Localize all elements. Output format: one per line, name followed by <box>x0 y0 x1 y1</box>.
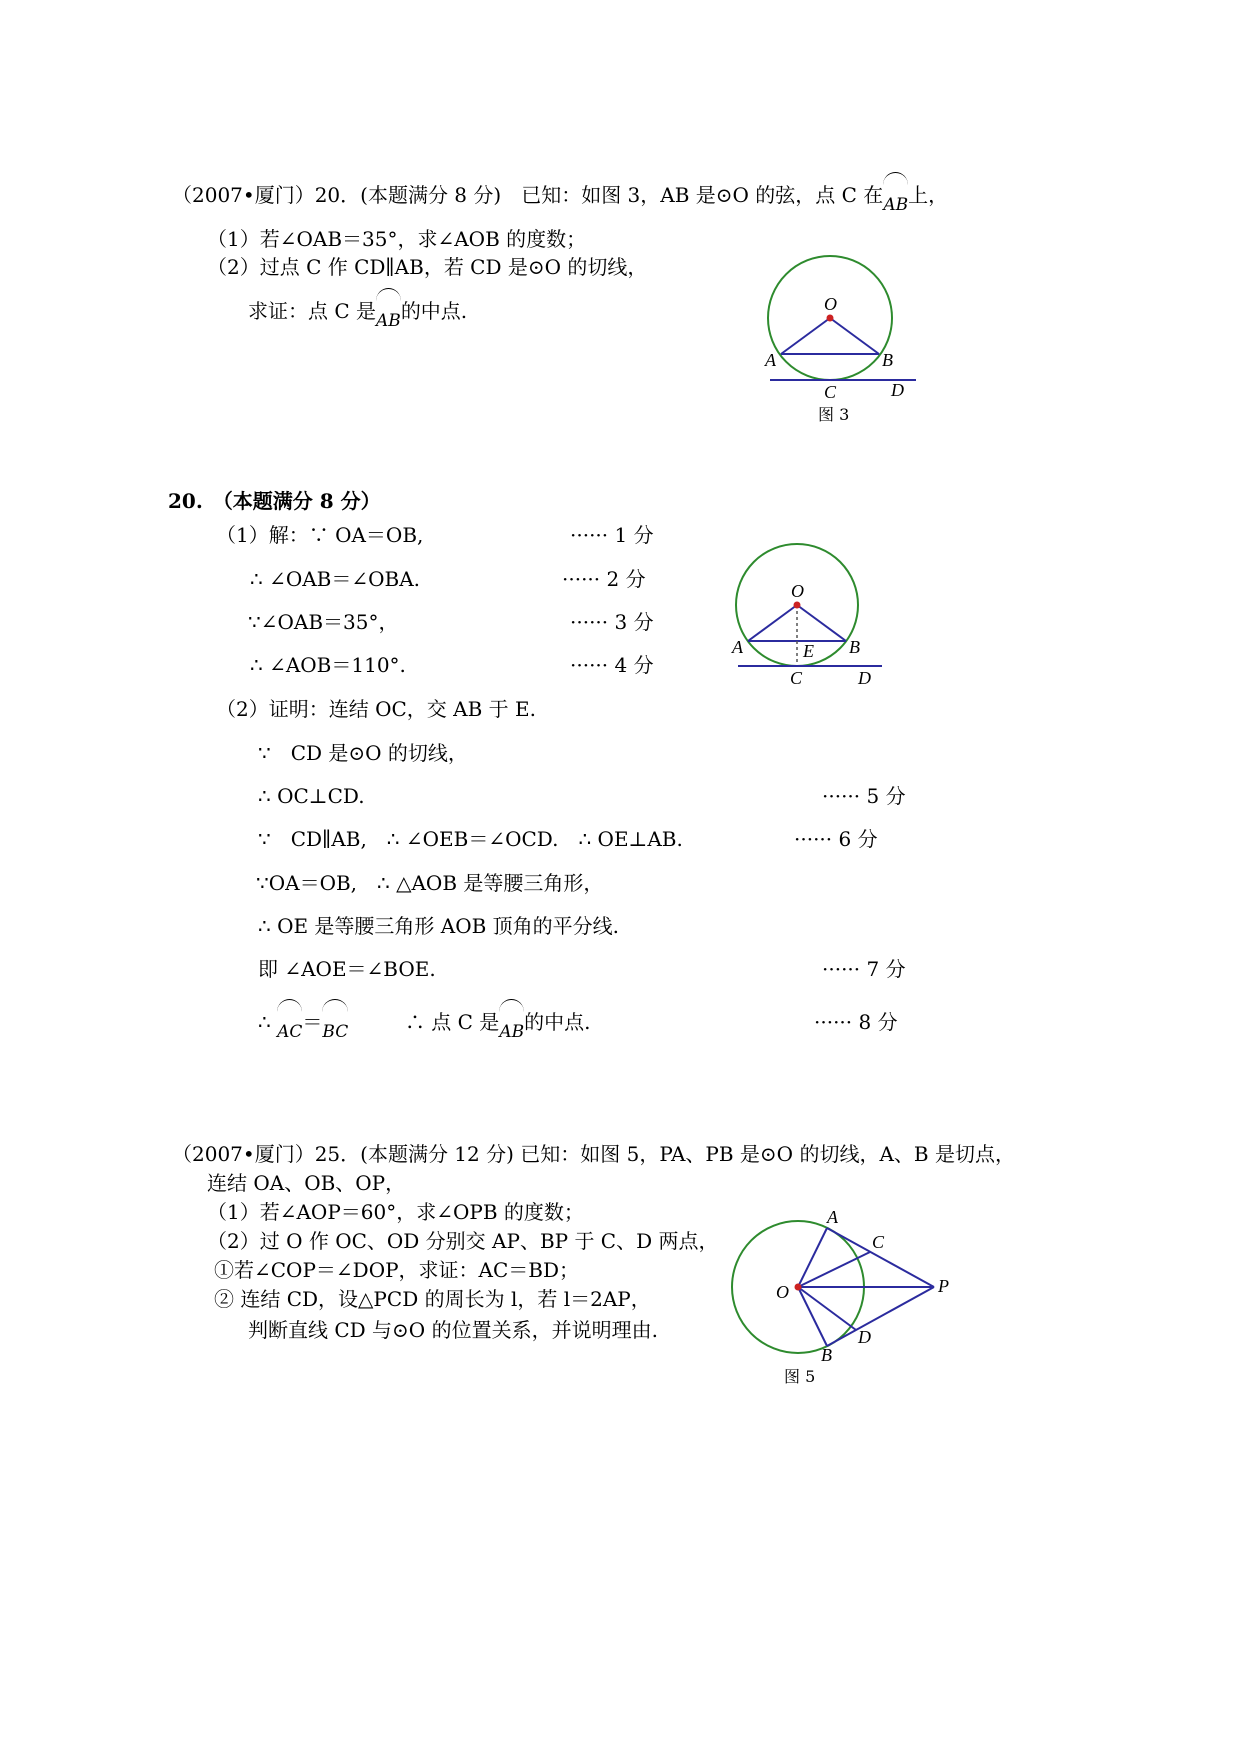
score-5: ······ 5 分 <box>822 784 906 808</box>
figure-5-line-od <box>798 1287 856 1330</box>
solution-figure-label-a: A <box>732 637 743 657</box>
figure-3-label-c: C <box>824 382 837 402</box>
figure-5-caption: 图 5 <box>784 1367 816 1386</box>
score-1: ······ 1 分 <box>570 523 654 547</box>
solution-line-8: ∵ CD∥AB, ∴ ∠OEB＝∠OCD. ∴ OE⊥AB. <box>258 827 683 851</box>
problem-25-line-5: ② 连结 CD，设△PCD 的周长为 l，若 l＝2AP， <box>214 1287 651 1311</box>
solution-line-7: ∴ OC⊥CD. <box>258 784 365 808</box>
problem-20-q3-post: 的中点. <box>400 299 468 323</box>
solution-line-5: （2）证明：连结 OC，交 AB 于 E. <box>216 697 536 721</box>
solution-line-10: ∴ OE 是等腰三角形 AOB 顶角的平分线. <box>258 914 620 938</box>
score-8: ······ 8 分 <box>814 1010 898 1034</box>
problem-20-header-text: （2007•厦门）20．(本题满分 8 分) 已知：如图 3，AB 是⊙O 的弦，点 C 在 <box>172 183 884 207</box>
arc-ab: AB <box>499 1009 524 1037</box>
arc-ab: AB <box>376 298 401 326</box>
solution-line-11: 即 ∠AOE＝∠BOE. <box>258 957 436 981</box>
figure-5-label-d: D <box>858 1327 871 1347</box>
figure-5-label-b: B <box>821 1345 832 1365</box>
score-4: ······ 4 分 <box>570 653 654 677</box>
figure-5-label-a: A <box>827 1207 838 1227</box>
problem-20-q2: （2）过点 C 作 CD∥AB，若 CD 是⊙O 的切线， <box>207 255 648 279</box>
figure-5-label-c: C <box>872 1232 885 1252</box>
equals-sign: ＝ <box>302 1010 323 1034</box>
figure-5-center-dot <box>795 1284 802 1291</box>
arc-ab: AB <box>883 182 908 210</box>
solution-line-6: ∵ CD 是⊙O 的切线， <box>258 741 468 765</box>
figure-3-caption: 图 3 <box>818 405 850 424</box>
score-6: ······ 6 分 <box>794 827 878 851</box>
problem-25-header: （2007•厦门）25．(本题满分 12 分) 已知：如图 5，PA、PB 是⊙O 的切线，A、B 是切点， <box>172 1142 1015 1166</box>
solution-line-1: （1）解：∵ OA＝OB, <box>216 523 424 547</box>
problem-25-line-1: 连结 OA、OB、OP， <box>207 1171 406 1195</box>
problem-25-line-2: （1）若∠AOP＝60°，求∠OPB 的度数； <box>207 1200 584 1224</box>
solution-figure-label-b: B <box>849 637 860 657</box>
figure-5-line-ob <box>798 1287 827 1346</box>
problem-25-line-6: 判断直线 CD 与⊙O 的位置关系，并说明理由. <box>248 1318 658 1342</box>
figure-5-label-p: P <box>938 1276 949 1296</box>
problem-20-q1: （1）若∠OAB＝35°，求∠AOB 的度数； <box>207 227 587 251</box>
solution-figure-label-d: D <box>858 668 871 688</box>
solution-line-3: ∵∠OAB＝35°， <box>248 610 399 634</box>
solution-figure-label-c: C <box>790 668 803 688</box>
figure-5-line-bp <box>827 1287 934 1346</box>
figure-5-line-oa <box>798 1228 827 1287</box>
arc-bc: BC <box>322 1009 348 1037</box>
score-2: ······ 2 分 <box>562 567 646 591</box>
solution-figure-label-e: E <box>803 641 814 661</box>
score-7: ······ 7 分 <box>822 957 906 981</box>
figure-3-label-b: B <box>882 350 893 370</box>
solution-line-12-mid: ∴ 点 C 是 <box>404 1010 500 1034</box>
problem-25-line-4: ①若∠COP＝∠DOP，求证：AC＝BD； <box>214 1258 580 1282</box>
solution-title: 20. （本题满分 8 分） <box>168 489 381 513</box>
therefore-symbol: ∴ <box>258 1010 271 1034</box>
solution-line-9: ∵OA＝OB, ∴ △AOB 是等腰三角形， <box>256 871 604 895</box>
score-3: ······ 3 分 <box>570 610 654 634</box>
figure-3-label-a: A <box>765 350 776 370</box>
figure-3-label-o: O <box>824 294 837 314</box>
arc-ac: AC <box>277 1009 302 1037</box>
solution-line-12-post: 的中点. <box>524 1010 591 1034</box>
figure-5-line-oc <box>798 1252 870 1287</box>
problem-25-line-3: （2）过 O 作 OC、OD 分别交 AP、BP 于 C、D 两点， <box>207 1229 719 1253</box>
problem-20-header-tail: 上， <box>908 183 949 207</box>
solution-figure-label-o: O <box>791 581 804 601</box>
solution-line-2: ∴ ∠OAB＝∠OBA. <box>250 567 421 591</box>
figure-5-label-o: O <box>776 1282 789 1302</box>
problem-20-q3-pre: 求证：点 C 是 <box>248 299 377 323</box>
solution-line-4: ∴ ∠AOB＝110°. <box>250 653 406 677</box>
figure-3-label-d: D <box>891 380 904 400</box>
